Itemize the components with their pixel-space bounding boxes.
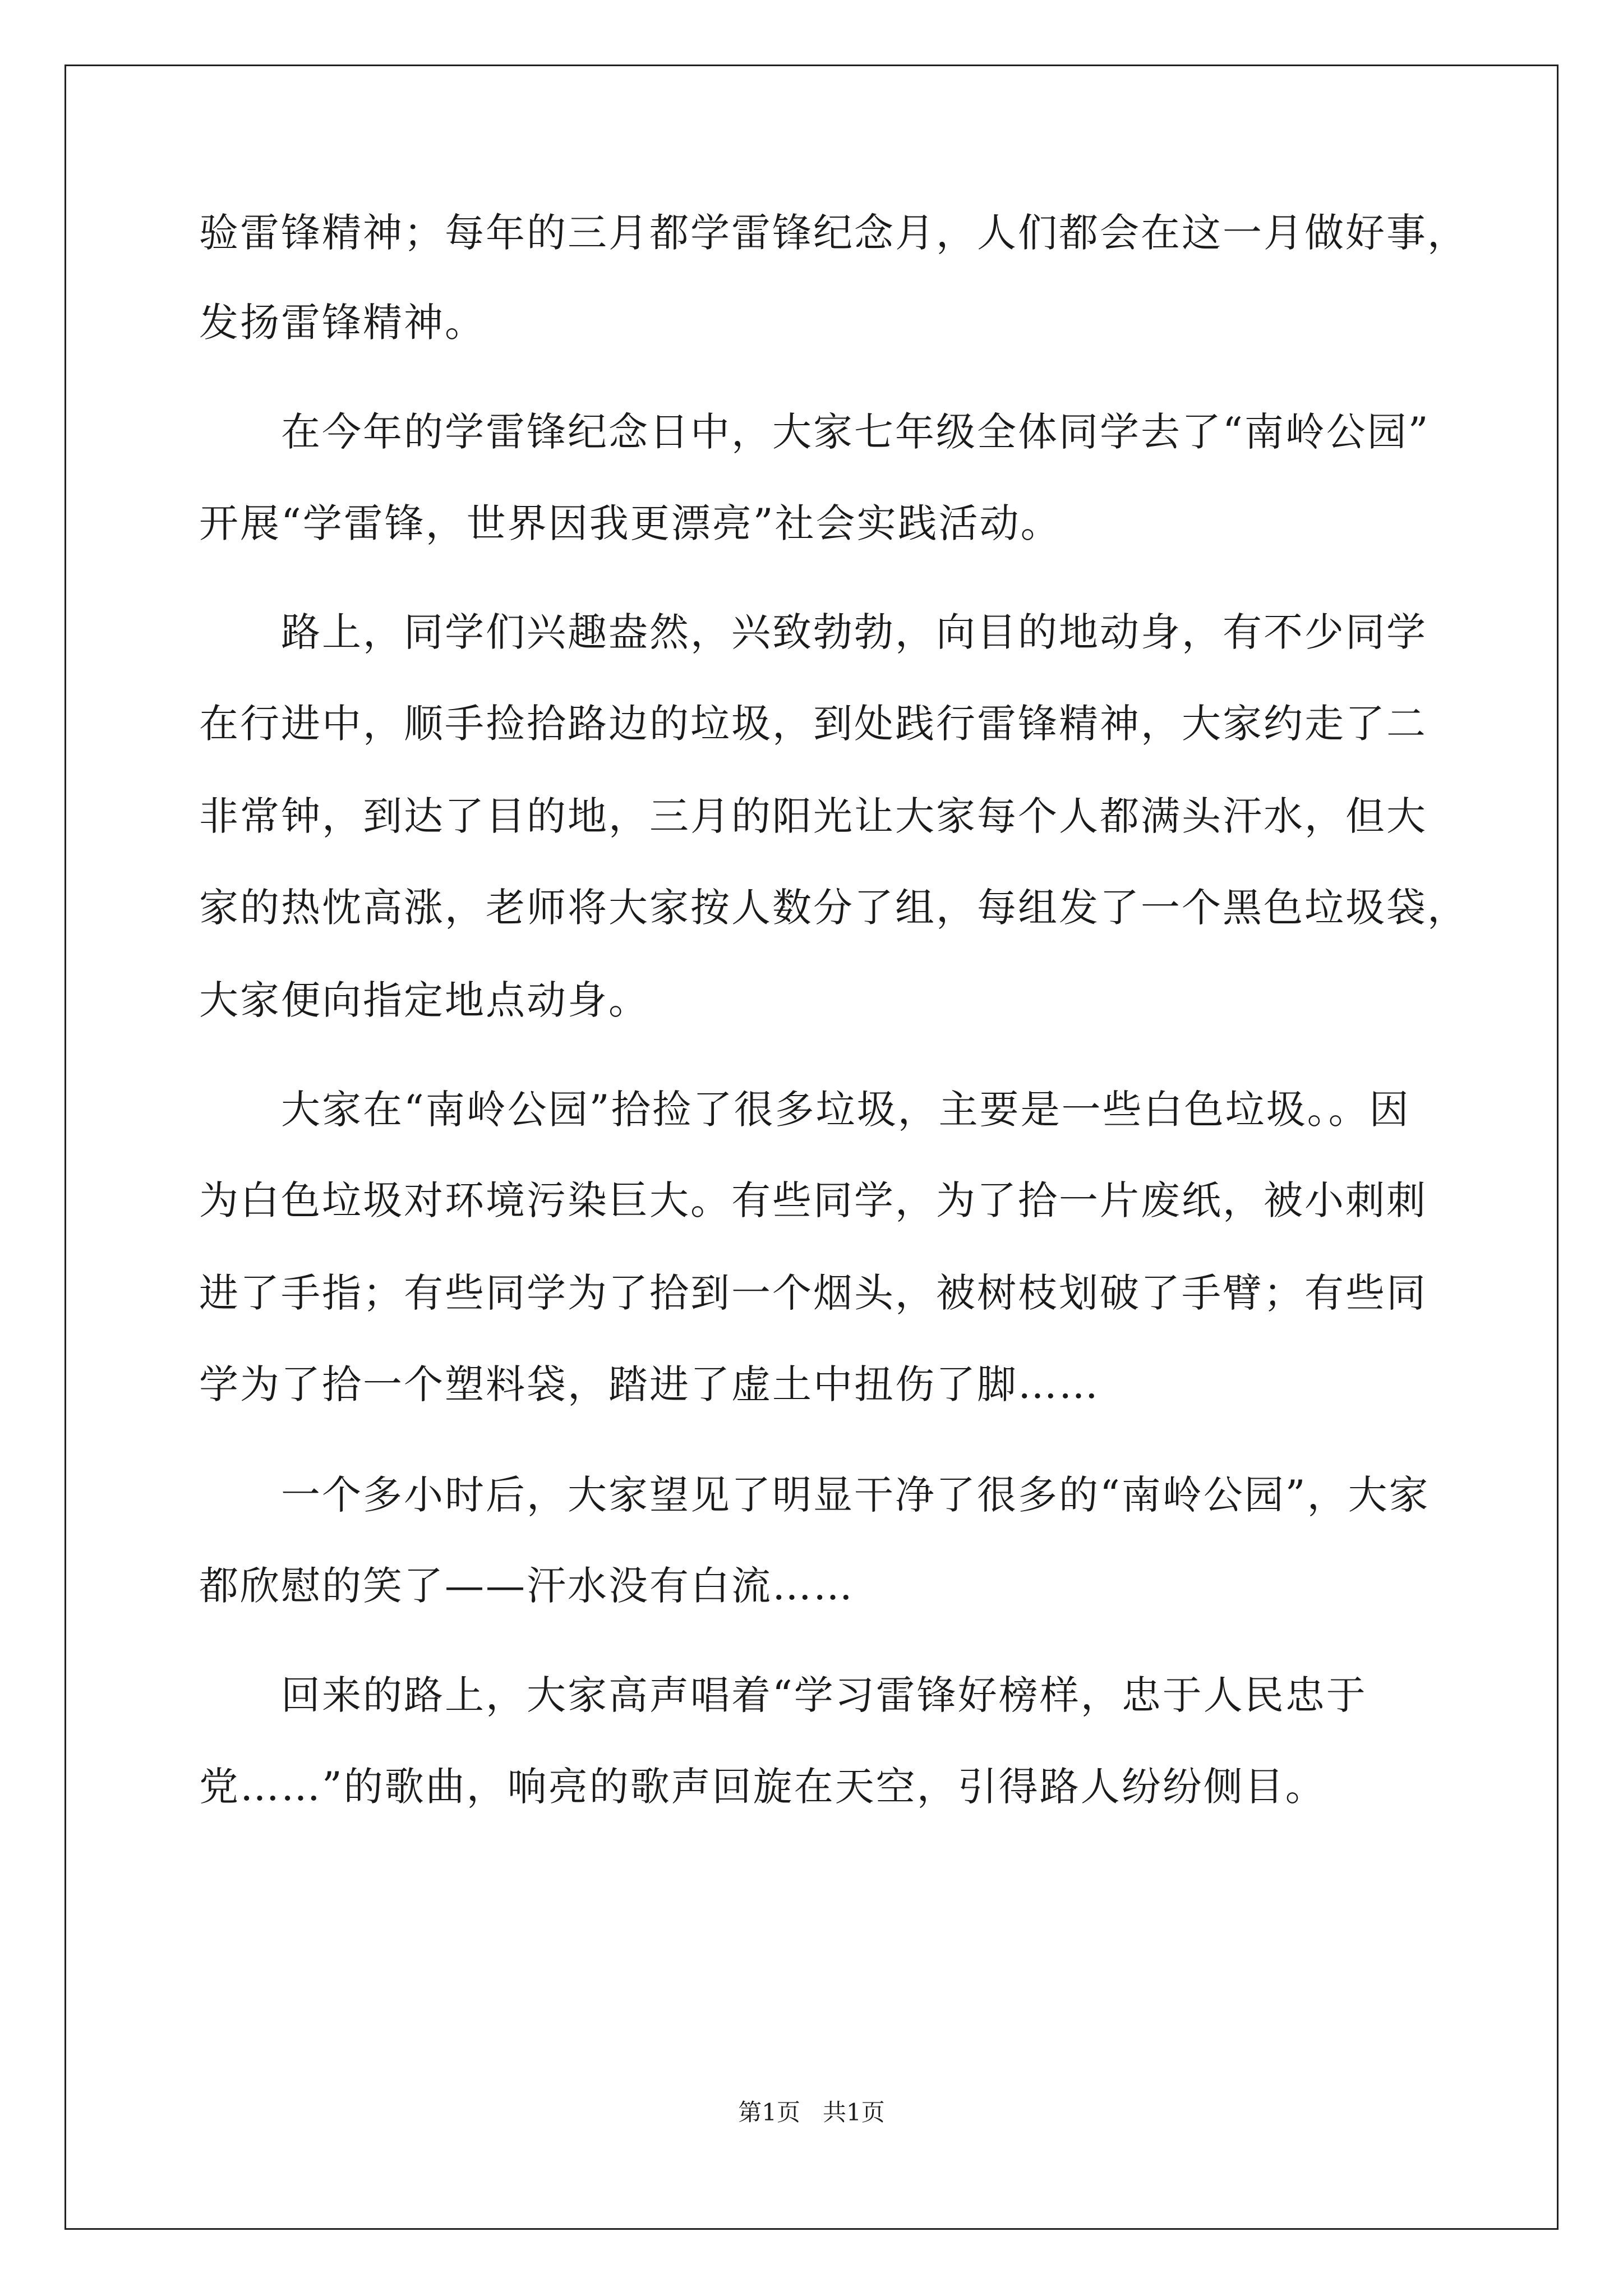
text-line: 进了手指；有些同学为了拾到一个烟头，被树枝划破了手臂；有些同 bbox=[199, 1270, 1427, 1316]
text-line: 路上，同学们兴趣盎然，兴致勃勃，向目的地动身，有不少同学 bbox=[199, 609, 1427, 655]
text-line: 学为了拾一个塑料袋，踏进了虚土中扭伤了脚…… bbox=[199, 1361, 1100, 1407]
page-footer: 第1页 共1页 bbox=[738, 2099, 885, 2126]
text-line: 一个多小时后，大家望见了明显干净了很多的“南岭公园”，大家 bbox=[199, 1472, 1430, 1518]
text-line: 发扬雷锋精神。 bbox=[199, 300, 486, 346]
text-line: 回来的路上，大家高声唱着“学习雷锋好榜样，忠于人民忠于 bbox=[199, 1672, 1367, 1718]
text-line: 开展“学雷锋，世界因我更漂亮”社会实践活动。 bbox=[199, 500, 1062, 546]
text-line: 党……”的歌曲，响亮的歌声回旋在天空，引得路人纷纷侧目。 bbox=[199, 1764, 1326, 1810]
text-line: 大家在“南岭公园”拾捡了很多垃圾，主要是一些白色垃圾。。因 bbox=[199, 1087, 1410, 1133]
text-line: 家的热忱高涨，老师将大家按人数分了组，每组发了一个黑色垃圾袋， bbox=[199, 885, 1468, 931]
text-line: 验雷锋精神；每年的三月都学雷锋纪念月，人们都会在这一月做好事， bbox=[199, 210, 1468, 256]
text-line: 为白色垃圾对环境污染巨大。有些同学，为了拾一片废纸，被小刺刺 bbox=[199, 1177, 1427, 1223]
text-line: 在行进中，顺手捡拾路边的垃圾，到处践行雷锋精神，大家约走了二 bbox=[199, 701, 1427, 747]
page-border bbox=[64, 65, 1559, 2230]
text-line: 非常钟，到达了目的地，三月的阳光让大家每个人都满头汗水，但大 bbox=[199, 793, 1427, 839]
text-line: 都欣慰的笑了——汗水没有白流…… bbox=[199, 1563, 854, 1609]
text-line: 在今年的学雷锋纪念日中，大家七年级全体同学去了“南岭公园” bbox=[199, 409, 1430, 455]
text-line: 大家便向指定地点动身。 bbox=[199, 977, 649, 1023]
